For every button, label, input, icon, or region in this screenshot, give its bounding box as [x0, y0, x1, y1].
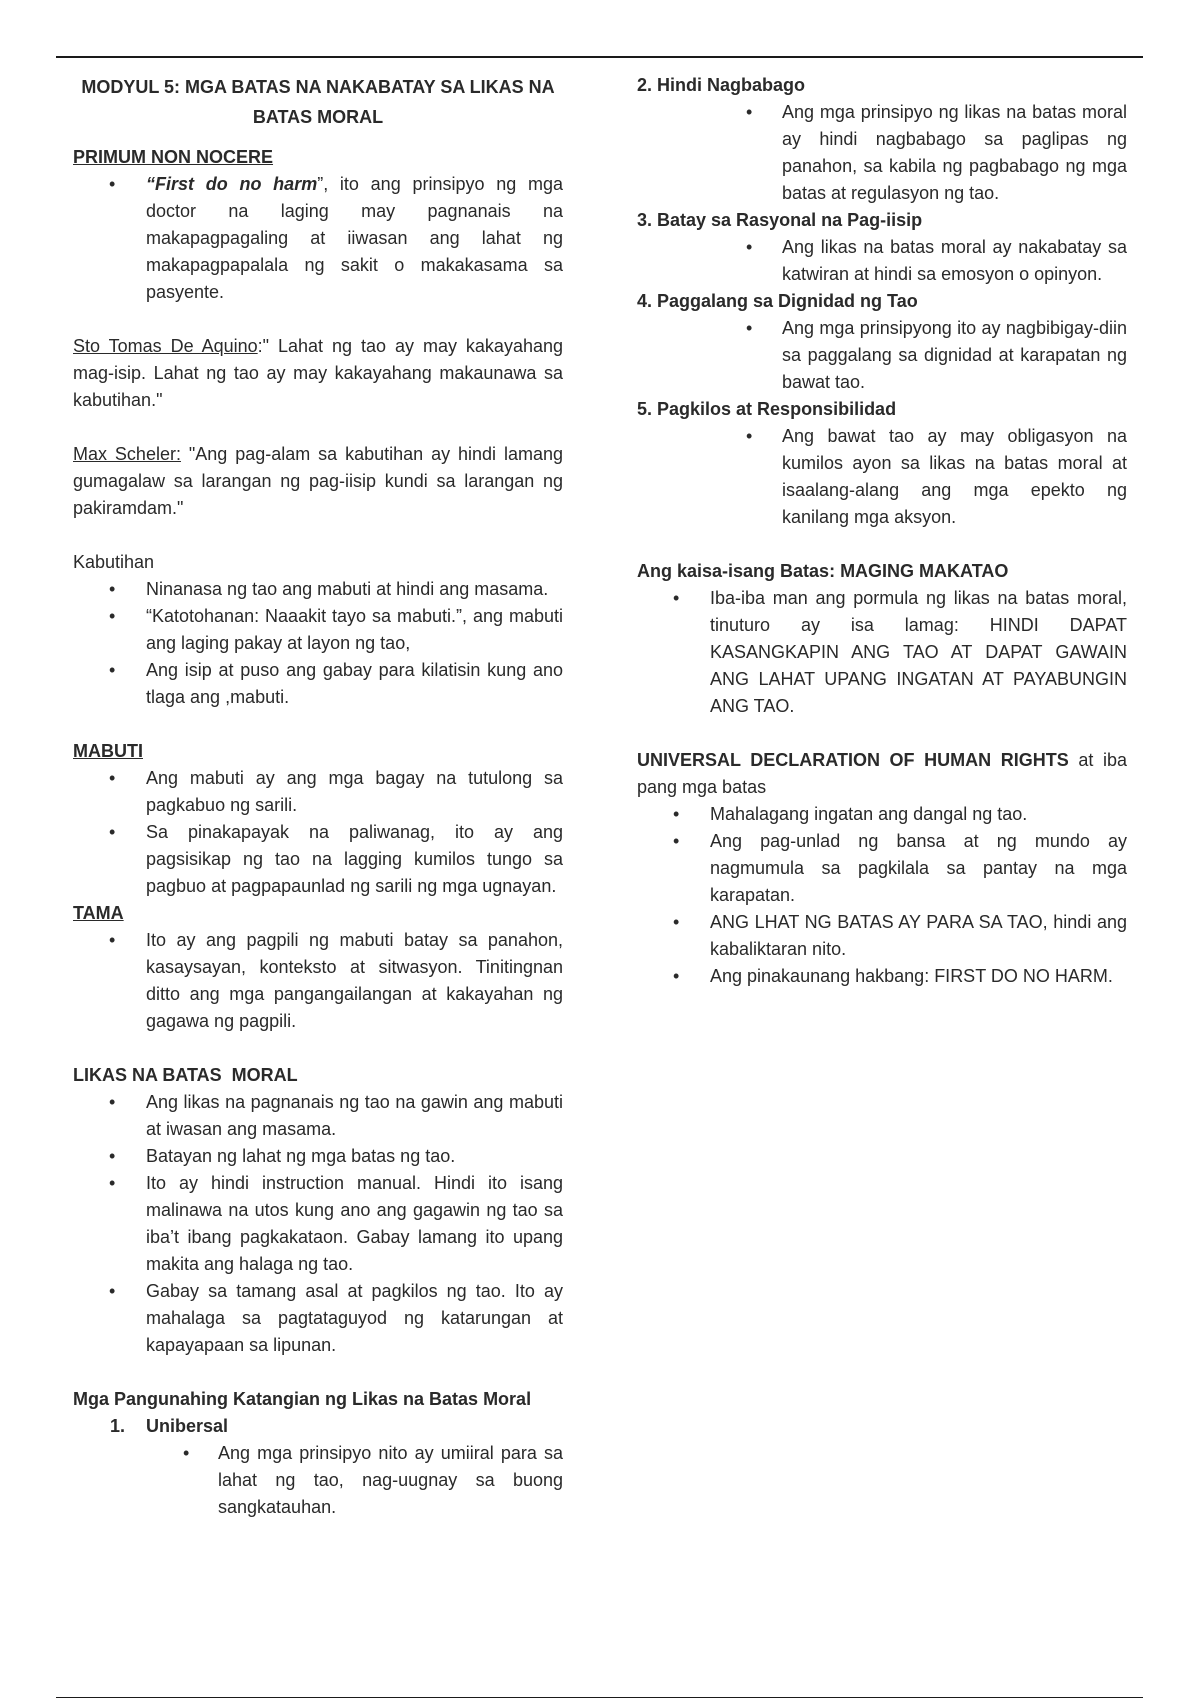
likas-list	[73, 1089, 563, 1359]
list-item: • ANG LHAT NG BATAS AY PARA SA TAO, hindi ang kabaliktaran nito.	[637, 909, 1127, 963]
page-title: MODYUL 5: MGA BATAS NA NAKABATAY SA LIKAS NA BATAS MORAL	[81, 77, 555, 127]
primum-heading: PRIMUM NON NOCERE	[73, 147, 274, 167]
list-item: • Ang isip at puso ang gabay para kilatisin kung ano tlaga ang ,mabuti.	[73, 657, 563, 711]
top-rule	[56, 56, 1143, 58]
scheler-text: "Ang pag-alam sa kabutihan ay hindi lamang gumagalaw sa larangan ng pag-iisip kundi sa larangan ng pakiramdam."	[73, 444, 563, 518]
tama-list	[73, 927, 563, 1035]
udhr-subtitle: at iba pang mga batas	[637, 750, 1127, 797]
udhr-list	[637, 801, 1127, 990]
list-item: • Gabay sa tamang asal at pagkilos ng tao. Ito ay mahalaga sa pagtataguyod ng katarungan at kapayapaan sa lipunan.	[73, 1278, 563, 1359]
aquino-quote	[73, 333, 563, 414]
list-item: • Ang likas na batas moral ay nakabatay sa katwiran at hindi sa emosyon o opinyon.	[637, 234, 1127, 288]
kaisa-heading: Ang kaisa-isang Batas: MAGING MAKATAO	[637, 561, 1009, 581]
list-item: • Ninanasa ng tao ang mabuti at hindi ang masama.	[73, 576, 563, 603]
aquino-text: :" Lahat ng tao ay may kakayahang mag-isip. Lahat ng tao ay may kakayahang makaunawa sa kabutihan."	[73, 336, 563, 410]
bottom-rule	[56, 1697, 1143, 1698]
list-item	[73, 171, 563, 306]
primum-quote: “First do no harm	[146, 174, 318, 194]
mabuti-list	[73, 765, 563, 900]
aquino-name: Sto Tomas De Aquino	[73, 336, 258, 356]
katangian-3-list	[637, 234, 1127, 288]
right-column	[637, 72, 1127, 990]
list-item: • Mahalagang ingatan ang dangal ng tao.	[637, 801, 1127, 828]
list-item: • “Katotohanan: Naaakit tayo sa mabuti.”, ang mabuti ang laging pakay at layon ng tao,	[73, 603, 563, 657]
scheler-quote	[73, 441, 563, 522]
list-item: • Ang mabuti ay ang mga bagay na tutulong sa pagkabuo ng sarili.	[73, 765, 563, 819]
katangian-heading: Mga Pangunahing Katangian ng Likas na Batas Moral	[73, 1389, 532, 1409]
list-item: • Ang likas na pagnanais ng tao na gawin ang mabuti at iwasan ang masama.	[73, 1089, 563, 1143]
udhr-title: UNIVERSAL DECLARATION OF HUMAN RIGHTS	[637, 750, 1069, 770]
primum-text: ”, ito ang prinsipyo ng mga doctor na laging may pagnanais na makapagpagaling at iiwasan ang lahat ng makapagpapalala ng sakit o makakasama sa pasyente.	[146, 174, 563, 302]
scheler-name: Max Scheler:	[73, 444, 181, 464]
list-item: • Ito ay hindi instruction manual. Hindi ito isang malinawa na utos kung ano ang gagawin ng tao sa iba’t ibang pagkakataon. Gabay lamang ito upang makita ang halaga ng tao.	[73, 1170, 563, 1278]
list-item: • Ito ay ang pagpili ng mabuti batay sa panahon, kasaysayan, konteksto at sitwasyon. Tinitingnan ditto ang mga pangangailangan at kakayahan ng gagawa ng pagpili.	[73, 927, 563, 1035]
primum-list	[73, 171, 563, 306]
katangian-5-heading: 5. Pagkilos at Responsibilidad	[637, 399, 897, 419]
udhr-heading	[637, 747, 1127, 801]
katangian-3-heading: 3. Batay sa Rasyonal na Pag-iisip	[637, 210, 923, 230]
list-item: • Ang mga prinsipyo ng likas na batas moral ay hindi nagbabago sa paglipas ng panahon, sa kabila ng pagbabago ng mga batas at regulasyon ng tao.	[637, 99, 1127, 207]
katangian-2-heading: 2. Hindi Nagbabago	[637, 75, 806, 95]
likas-heading: LIKAS NA BATAS MORAL	[73, 1065, 298, 1085]
katangian-4-list	[637, 315, 1127, 396]
list-item: • Iba-iba man ang pormula ng likas na batas moral, tinuturo ay isa lamag: HINDI DAPAT KASANGKAPIN ANG TAO AT DAPAT GAWAIN ANG LAHAT UPANG INGATAN AT PAYABUNGIN ANG TAO.	[637, 585, 1127, 720]
tama-heading: TAMA	[73, 903, 124, 923]
katangian-1-list	[73, 1440, 563, 1521]
katangian-1-label: Unibersal	[146, 1416, 229, 1436]
katangian-4-heading: 4. Paggalang sa Dignidad ng Tao	[637, 291, 918, 311]
list-item: • Ang mga prinsipyong ito ay nagbibigay-diin sa paggalang sa dignidad at karapatan ng bawat tao.	[637, 315, 1127, 396]
list-item: • Ang pag-unlad ng bansa at ng mundo ay nagmumula sa pagkilala sa pantay na mga karapatan.	[637, 828, 1127, 909]
katangian-1-heading	[73, 1413, 563, 1440]
list-item: • Ang bawat tao ay may obligasyon na kumilos ayon sa likas na batas moral at isaalang-alang ang mga epekto ng kanilang mga aksyon.	[637, 423, 1127, 531]
kaisa-list	[637, 585, 1127, 720]
kabutihan-heading: Kabutihan	[73, 552, 155, 572]
katangian-2-list	[637, 99, 1127, 207]
list-item: • Sa pinakapayak na paliwanag, ito ay ang pagsisikap ng tao na lagging kumilos tungo sa pagbuo at pagpapaunlad ng sarili ng mga ugnayan.	[73, 819, 563, 900]
list-item: • Ang mga prinsipyo nito ay umiiral para sa lahat ng tao, nag-uugnay sa buong sangkatauhan.	[73, 1440, 563, 1521]
katangian-5-list	[637, 423, 1127, 531]
list-item: • Ang pinakaunang hakbang: FIRST DO NO HARM.	[637, 963, 1127, 990]
list-item: • Batayan ng lahat ng mga batas ng tao.	[73, 1143, 563, 1170]
left-column	[73, 72, 563, 1521]
kabutihan-list	[73, 576, 563, 711]
number-label: 1.	[110, 1416, 126, 1436]
mabuti-heading: MABUTI	[73, 741, 143, 761]
